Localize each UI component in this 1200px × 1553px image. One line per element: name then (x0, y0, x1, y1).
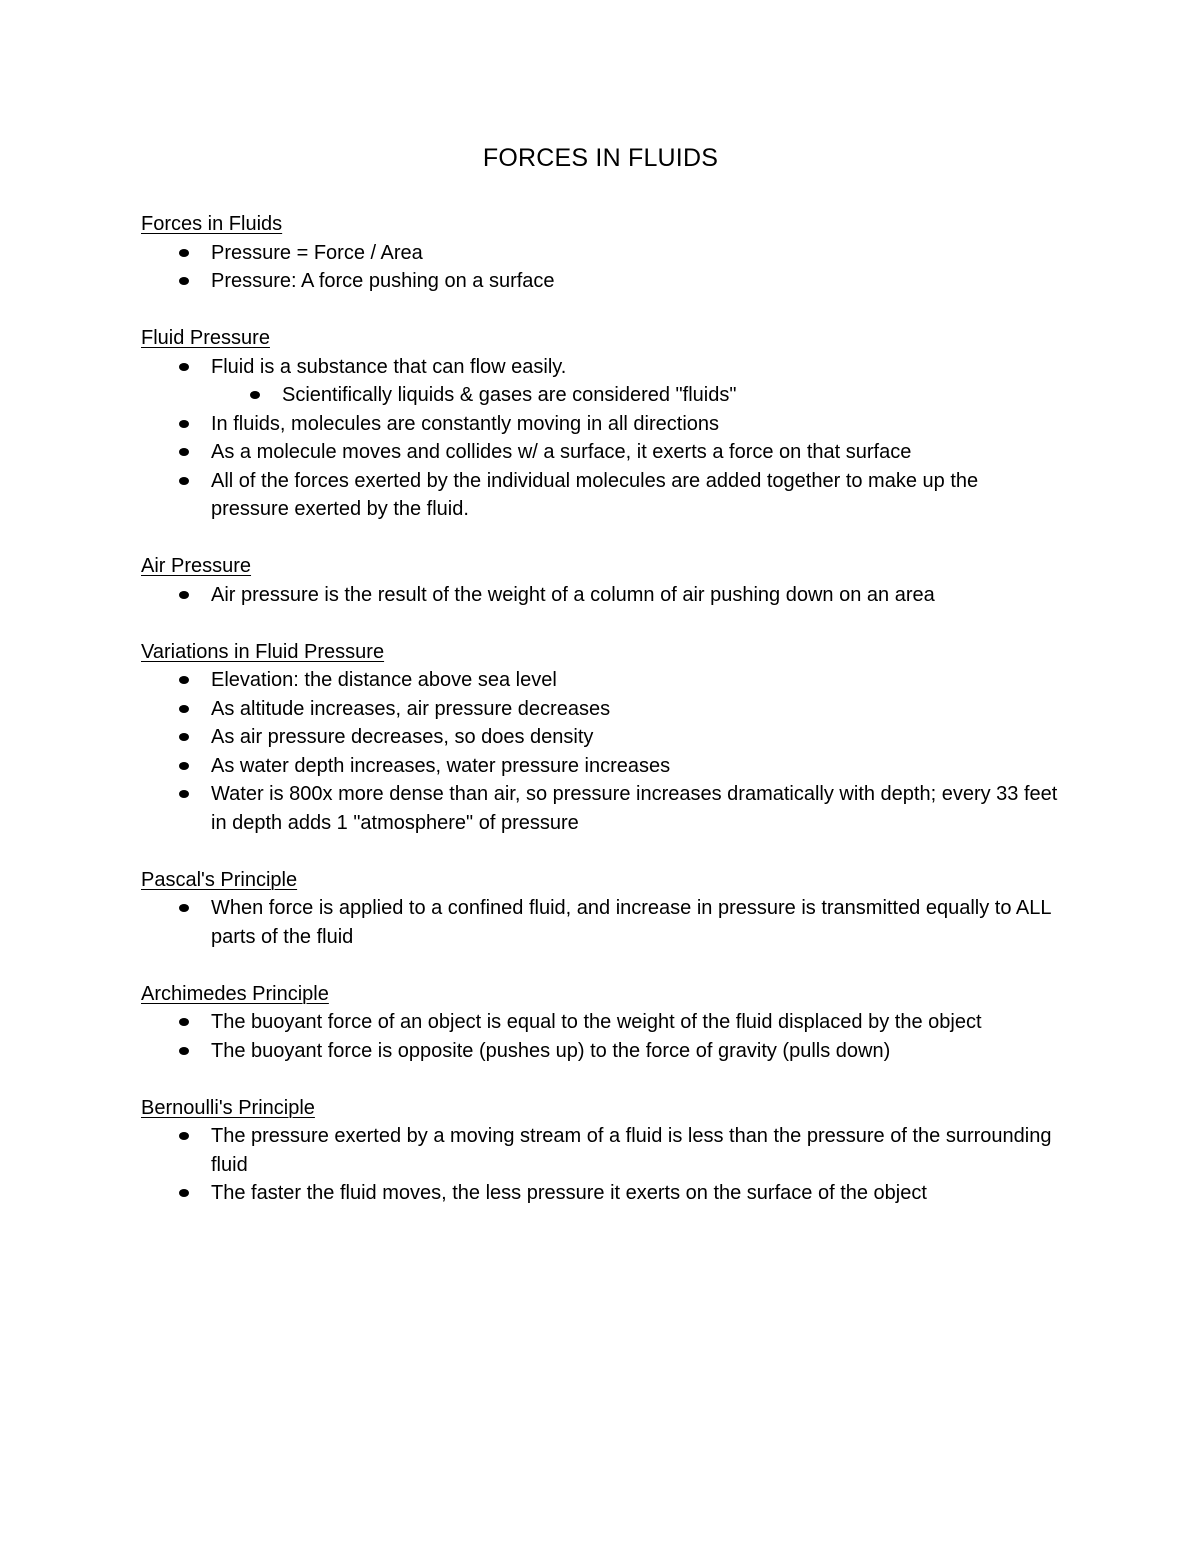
section (141, 638, 1060, 838)
bullet-icon (179, 790, 189, 798)
bullet-list (141, 353, 1060, 524)
section-heading: Air Pressure (141, 555, 252, 577)
section (141, 324, 1060, 524)
list-item-text: As a molecule moves and collides w/ a surface, it exerts a force on that surface (211, 441, 912, 463)
section (141, 866, 1060, 952)
bullet-icon (179, 249, 189, 257)
bullet-list (141, 1008, 1060, 1065)
list-item-text: When force is applied to a confined fluid, and increase in pressure is transmitted equally to ALL parts of the fluid (211, 897, 1051, 948)
list-item (141, 695, 1060, 724)
list-item-text: All of the forces exerted by the individual molecules are added together to make up the pressure exerted by the fluid. (211, 469, 979, 520)
list-item-text: Air pressure is the result of the weight of a column of air pushing down on an area (211, 583, 935, 606)
list-item-text: The buoyant force is opposite (pushes up) to the force of gravity (pulls down) (211, 1039, 891, 1062)
bullet-icon (179, 1018, 189, 1026)
list-item (141, 1122, 1060, 1179)
bullet-icon (179, 904, 189, 912)
list-item (141, 581, 1060, 610)
list-item (141, 666, 1060, 695)
bullet-icon (179, 733, 189, 741)
section-heading: Variations in Fluid Pressure (141, 640, 385, 663)
list-item-text: Water is 800x more dense than air, so pressure increases dramatically with depth; every 33 feet in depth adds 1 "atmosphere" of pressure (211, 783, 1058, 834)
list-item (141, 438, 1060, 467)
bullet-list (141, 239, 1060, 296)
bullet-icon (179, 277, 189, 285)
list-item-text: Elevation: the distance above sea level (211, 669, 557, 691)
list-item-text: The buoyant force of an object is equal to the weight of the fluid displaced by the object (211, 1011, 982, 1033)
bullet-icon (179, 477, 189, 485)
bullet-icon (179, 591, 189, 599)
document-body (141, 210, 1060, 1208)
list-item-text: The pressure exerted by a moving stream of a fluid is less than the pressure of the surrounding fluid (211, 1125, 1052, 1176)
list-item-text: Fluid is a substance that can flow easily. (211, 355, 567, 378)
list-item (141, 723, 1060, 752)
bullet-icon (179, 676, 189, 684)
list-item (141, 752, 1060, 781)
list-item (141, 353, 1060, 382)
list-item (141, 1037, 1060, 1066)
list-item-text: Pressure = Force / Area (211, 241, 423, 264)
list-item-text: As altitude increases, air pressure decreases (211, 697, 611, 720)
bullet-icon (179, 1047, 189, 1055)
list-item (141, 1179, 1060, 1208)
section-heading: Bernoulli's Principle (141, 1096, 315, 1119)
list-item-text: As air pressure decreases, so does density (211, 726, 594, 748)
bullet-icon (179, 762, 189, 770)
list-item (141, 780, 1060, 837)
section-heading: Forces in Fluids (141, 213, 283, 235)
list-item-text: Pressure: A force pushing on a surface (211, 270, 555, 292)
list-item (141, 410, 1060, 439)
bullet-icon (179, 1132, 189, 1140)
bullet-icon (179, 705, 189, 713)
bullet-list (141, 894, 1060, 951)
bullet-list (141, 1122, 1060, 1208)
list-item (141, 267, 1060, 296)
section (141, 210, 1060, 296)
list-item-text: In fluids, molecules are constantly moving in all directions (211, 412, 720, 435)
section (141, 1094, 1060, 1208)
document-title: FORCES IN FLUIDS (482, 144, 719, 172)
list-item (141, 467, 1060, 524)
bullet-icon (179, 448, 189, 456)
section (141, 980, 1060, 1066)
list-item-text: The faster the fluid moves, the less pressure it exerts on the surface of the object (211, 1182, 927, 1204)
section-heading: Archimedes Principle (141, 982, 329, 1005)
section-heading: Fluid Pressure (141, 327, 270, 349)
bullet-list (141, 666, 1060, 837)
list-item-text: As water depth increases, water pressure increases (211, 754, 671, 777)
bullet-icon (179, 1189, 189, 1197)
bullet-list (141, 581, 1060, 610)
list-item (141, 239, 1060, 268)
list-item (141, 381, 1060, 410)
bullet-icon (179, 363, 189, 371)
list-item-text: Scientifically liquids & gases are considered "fluids" (282, 384, 737, 406)
section-heading: Pascal's Principle (141, 868, 298, 891)
section (141, 552, 1060, 609)
list-item (141, 894, 1060, 951)
bullet-icon (179, 420, 189, 428)
list-item (141, 1008, 1060, 1037)
bullet-icon (250, 391, 260, 399)
